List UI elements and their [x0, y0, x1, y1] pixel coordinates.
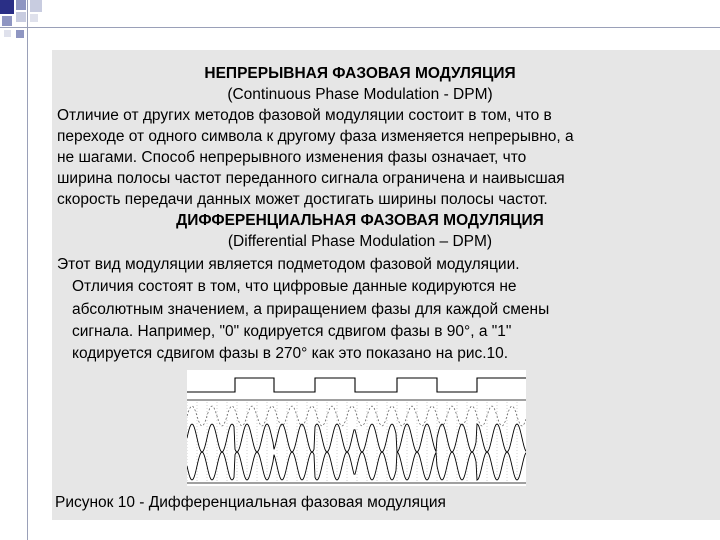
dpm-waveform-figure [187, 370, 526, 486]
section1-line: скорость передачи данных может достигать ширины полосы частот. [57, 191, 548, 208]
section1-line: ширина полосы частот переданного сигнала ограничена и наивысшая [57, 170, 565, 187]
section2-lead: Этот вид модуляции является подметодом фазовой модуляции. [57, 256, 520, 273]
section1-title: НЕПРЕРЫВНАЯ ФАЗОВАЯ МОДУЛЯЦИЯ [204, 65, 516, 82]
section2-line: Отличия состоят в том, что цифровые данные кодируются не [72, 278, 517, 295]
section2-title: ДИФФЕРЕНЦИАЛЬНАЯ ФАЗОВАЯ МОДУЛЯЦИЯ [176, 212, 544, 229]
section1-line: не шагами. Способ непрерывного изменения фазы означает, что [57, 149, 527, 166]
section2-subtitle: (Differential Phase Modulation – DPM) [227, 233, 493, 250]
section1-line: переходе от одного символа к другому фаза изменяется непрерывно, а [57, 128, 574, 145]
section2-line: кодируется сдвигом фазы в 270° как это показано на рис.10. [72, 345, 509, 362]
section2-line: сигнала. Например, "0" кодируется сдвигом фазы в 90°, а "1" [72, 323, 512, 340]
corner-decoration [0, 0, 720, 50]
section1-subtitle: (Continuous Phase Modulation - DPM) [227, 86, 493, 103]
section1-line: Отличие от других методов фазовой модуляции состоит в том, что в [57, 107, 552, 124]
section2-line: абсолютным значением, а приращением фазы для каждой смены [72, 301, 550, 318]
guide-line-horizontal [0, 27, 720, 28]
figure-caption: Рисунок 10 - Дифференциальная фазовая модуляция [55, 494, 446, 511]
